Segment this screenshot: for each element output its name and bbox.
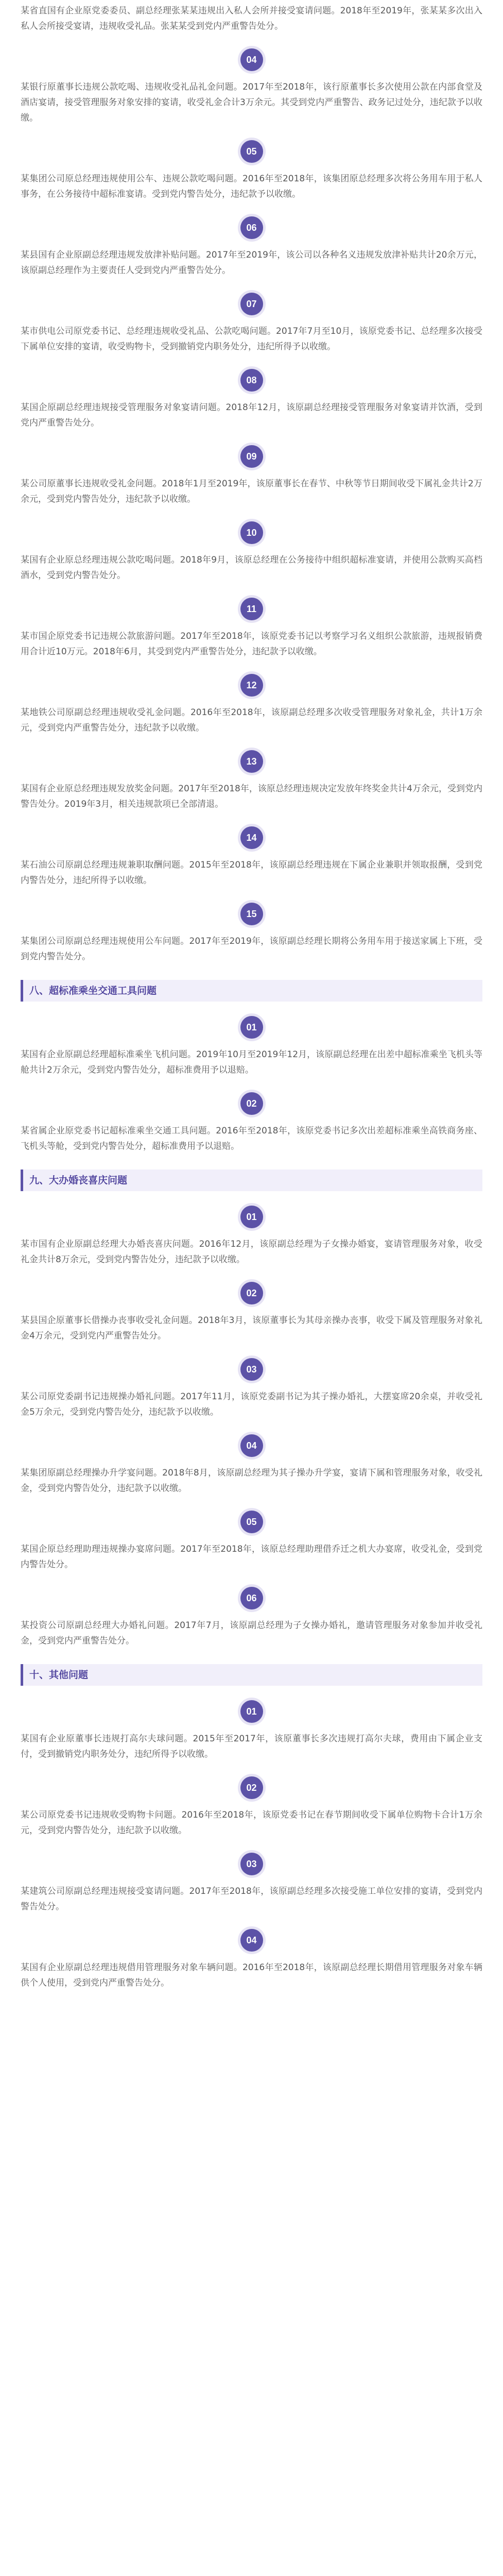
case-number-badge: 02 [240,1282,263,1304]
case-number-badge: 04 [240,48,263,71]
case-item [21,1092,482,1154]
case-text: 某公司原董事长违规收受礼金问题。2018年1月至2019年，该原董事长在春节、中秋等节日期间收受下属礼金共计2万余元，受到党内警告处分，违纪款予以收缴。 [21,479,482,504]
case-item [21,521,482,583]
case-number-wrap [21,750,482,773]
case-number-badge: 08 [240,369,263,392]
case-text: 某集团公司原总经理违规使用公车、违规公款吃喝问题。2016年至2018年，该集团原总经理多次将公务用车用于私人事务，在公务接待中超标准宴请。受到党内警告处分，违纪款予以收缴。 [21,174,482,199]
case-item [21,140,482,202]
case-item [21,216,482,278]
case-text: 某公司原党委副书记违规操办婚礼问题。2017年11月，该原党委副书记为其子操办婚礼，大摆宴席20余桌，并收受礼金5万余元，受到党内警告处分，违纪款予以收缴。 [21,1392,482,1417]
case-item [21,1016,482,1078]
case-number-wrap [21,293,482,315]
section-heading-9: 九、大办婚丧喜庆问题 [21,1170,482,1191]
case-text: 某公司原党委书记违规收受购物卡问题。2016年至2018年，该原党委书记在春节期间收受下属单位购物卡合计1万余元，受到党内警告处分，违纪款予以收缴。 [21,1810,482,1836]
case-item [21,293,482,354]
case-item [21,1358,482,1420]
case-number-badge: 02 [240,1092,263,1115]
case-number-badge: 01 [240,1016,263,1039]
case-number-badge: 05 [240,140,263,163]
intro-paragraph: 某省直国有企业原党委委员、副总经理张某某违规出入私人会所并接受宴请问题。2018年至2019年，张某某多次出入私人会所接受宴请，违规收受礼品。张某某受到党内严重警告处分。 [21,6,482,31]
case-number-wrap [21,1776,482,1799]
case-number-wrap [21,1434,482,1457]
case-item [21,48,482,126]
case-number-wrap [21,48,482,71]
case-item [21,1776,482,1838]
case-list-section-8 [21,1016,482,1154]
case-number-badge: 12 [240,674,263,697]
case-item [21,1511,482,1572]
case-number-wrap [21,445,482,468]
case-number-wrap [21,369,482,392]
case-list-section-10 [21,1700,482,1991]
case-number-wrap [21,521,482,544]
case-number-wrap [21,1587,482,1609]
case-text: 某集团原副总经理操办升学宴问题。2018年8月，该原副总经理为其子操办升学宴，宴请下属和管理服务对象，收受礼金，受到党内警告处分，违纪款予以收缴。 [21,1468,482,1494]
case-number-badge: 04 [240,1434,263,1457]
case-number-badge: 06 [240,216,263,239]
section-heading-8: 八、超标准乘坐交通工具问题 [21,980,482,1002]
section-heading-10: 十、其他问题 [21,1664,482,1686]
case-number-wrap [21,598,482,620]
case-number-wrap [21,1700,482,1723]
case-text: 某国企原总经理助理违规操办宴席问题。2017年至2018年，该原总经理助理借乔迁之机大办宴席，收受礼金，受到党内警告处分。 [21,1544,482,1570]
case-number-wrap [21,1092,482,1115]
case-list-section-9 [21,1206,482,1649]
case-number-wrap [21,140,482,163]
case-text: 某国有企业原董事长违规打高尔夫球问题。2015年至2017年，该原董事长多次违规打高尔夫球，费用由下属企业支付，受到撤销党内职务处分，违纪所得予以收缴。 [21,1734,482,1759]
case-number-badge: 04 [240,1929,263,1952]
case-text: 某县国有企业原副总经理违规发放津补贴问题。2017年至2019年，该公司以各种名义违规发放津补贴共计20余万元，该原副总经理作为主要责任人受到党内严重警告处分。 [21,250,482,276]
case-number-wrap [21,903,482,925]
case-number-badge: 05 [240,1511,263,1533]
case-item [21,826,482,888]
case-text: 某市供电公司原党委书记、总经理违规收受礼品、公款吃喝问题。2017年7月至10月，该原党委书记、总经理多次接受下属单位安排的宴请，收受购物卡，受到撤销党内职务处分，违纪所得予以收缴。 [21,326,482,352]
case-item [21,1929,482,1991]
case-item [21,903,482,964]
case-text: 某国有企业原副总经理违规借用管理服务对象车辆问题。2016年至2018年，该原副总经理长期借用管理服务对象车辆供个人使用，受到党内严重警告处分。 [21,1962,482,1988]
case-text: 某地铁公司原副总经理违规收受礼金问题。2016年至2018年，该原副总经理多次收受管理服务对象礼金，共计1万余元，受到党内严重警告处分，违纪款予以收缴。 [21,707,482,733]
case-number-wrap [21,826,482,849]
case-text: 某国企原副总经理违规接受管理服务对象宴请问题。2018年12月，该原副总经理接受管理服务对象宴请并饮酒，受到党内严重警告处分。 [21,402,482,428]
case-item [21,1206,482,1267]
case-list [21,48,482,964]
case-number-badge: 14 [240,826,263,849]
case-text: 某市国企原党委书记违规公款旅游问题。2017年至2018年，该原党委书记以考察学习名义组织公款旅游，违规报销费用合计近10万元。2018年6月，其受到党内严重警告处分，违纪款予以收缴。 [21,631,482,657]
case-number-wrap [21,1853,482,1875]
case-number-badge: 06 [240,1587,263,1609]
case-number-wrap [21,1206,482,1228]
case-text: 某建筑公司原副总经理违规接受宴请问题。2017年至2018年，该原副总经理多次接受施工单位安排的宴请，受到党内警告处分。 [21,1886,482,1912]
case-text: 某石油公司原副总经理违规兼职取酬问题。2015年至2018年，该原副总经理违规在下属企业兼职并领取报酬，受到党内警告处分，违纪所得予以收缴。 [21,860,482,886]
case-number-badge: 10 [240,521,263,544]
case-number-badge: 13 [240,750,263,773]
case-text: 某县国企原董事长借操办丧事收受礼金问题。2018年3月，该原董事长为其母亲操办丧事，收受下属及管理服务对象礼金4万余元，受到党内严重警告处分。 [21,1315,482,1341]
case-number-wrap [21,1929,482,1952]
case-text: 某国有企业原副总经理超标准乘坐飞机问题。2019年10月至2019年12月，该原副总经理在出差中超标准乘坐飞机头等舱共计2万余元，受到党内警告处分，超标准费用予以退赔。 [21,1049,482,1075]
case-text: 某市国有企业原副总经理大办婚丧喜庆问题。2016年12月，该原副总经理为子女操办婚宴，宴请管理服务对象，收受礼金共计8万余元，受到党内警告处分，违纪款予以收缴。 [21,1239,482,1265]
case-number-wrap [21,216,482,239]
case-item [21,1434,482,1496]
case-item [21,750,482,812]
case-number-badge: 15 [240,903,263,925]
case-text: 某银行原董事长违规公款吃喝、违规收受礼品礼金问题。2017年至2018年，该行原董事长多次使用公款在内部食堂及酒店宴请，接受管理服务对象安排的宴请，收受礼金合计3万余元。其受到党内严重警告、政务记过处分，违纪款予以收缴。 [21,82,482,123]
case-number-wrap [21,1016,482,1039]
case-number-badge: 01 [240,1206,263,1228]
case-item [21,1853,482,1914]
case-number-badge: 09 [240,445,263,468]
case-number-wrap [21,1511,482,1533]
case-number-badge: 03 [240,1358,263,1381]
case-number-wrap [21,1282,482,1304]
case-item [21,598,482,659]
case-item [21,1587,482,1649]
case-item [21,1700,482,1762]
case-item [21,445,482,507]
case-number-wrap [21,1358,482,1381]
case-item [21,674,482,736]
case-number-badge: 01 [240,1700,263,1723]
case-item [21,1282,482,1344]
case-item [21,369,482,431]
case-text: 某省属企业原党委书记超标准乘坐交通工具问题。2016年至2018年，该原党委书记多次出差超标准乘坐高铁商务座、飞机头等舱，受到党内警告处分，超标准费用予以退赔。 [21,1126,482,1151]
case-number-badge: 07 [240,293,263,315]
case-number-badge: 02 [240,1776,263,1799]
case-number-badge: 03 [240,1853,263,1875]
case-text: 某集团公司原副总经理违规使用公车问题。2017年至2019年，该原副总经理长期将公务用车用于接送家属上下班，受到党内警告处分。 [21,936,482,962]
case-text: 某投资公司原副总经理大办婚礼问题。2017年7月，该原副总经理为子女操办婚礼，邀请管理服务对象参加并收受礼金，受到党内严重警告处分。 [21,1620,482,1646]
case-number-badge: 11 [240,598,263,620]
case-number-wrap [21,674,482,697]
case-text: 某国有企业原总经理违规发放奖金问题。2017年至2018年，该原总经理违规决定发放年终奖金共计4万余元，受到党内警告处分。2019年3月，相关违规款项已全部清退。 [21,784,482,809]
case-text: 某国有企业原总经理违规公款吃喝问题。2018年9月，该原总经理在公务接待中组织超标准宴请，并使用公款购买高档酒水，受到党内警告处分。 [21,555,482,581]
